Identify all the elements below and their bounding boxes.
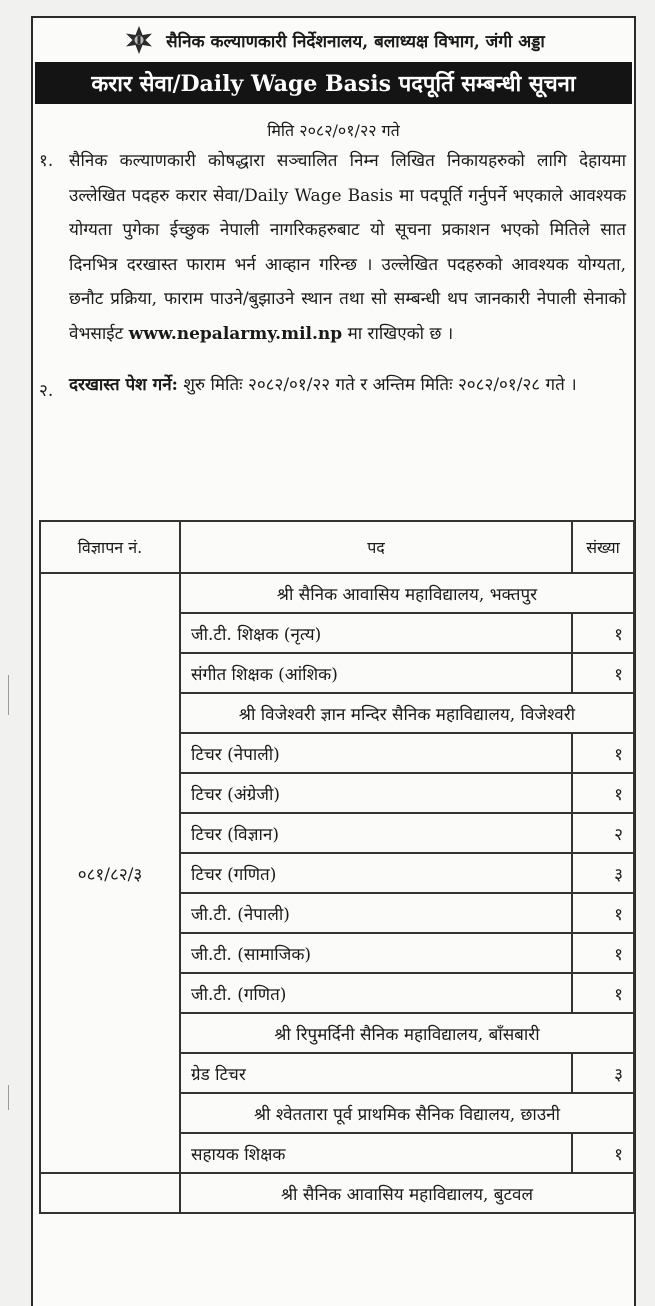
table-row [40,1173,634,1213]
website-link[interactable]: www.nepalarmy.mil.np [128,323,343,344]
post-title: टिचर (गणित) [180,853,572,893]
institution-row: श्री श्वेततारा पूर्व प्राथमिक सैनिक विद्यालय, छाउनी [180,1093,634,1133]
post-title: जी.टी. शिक्षक (नृत्य) [180,613,572,653]
paragraph-number: १. [39,151,54,171]
post-count: १ [572,773,634,813]
post-count: १ [572,653,634,693]
post-count: ३ [572,1053,634,1093]
table-row [40,573,634,613]
post-title: सहायक शिक्षक [180,1133,572,1173]
page-edge-line [8,1085,9,1110]
post-count: १ [572,733,634,773]
posts-table [39,520,635,1214]
organization-name: सैनिक कल्याणकारी निर्देशनालय, बलाध्यक्ष विभाग, जंगी अड्डा [166,31,545,52]
post-title: ग्रेड टिचर [180,1053,572,1093]
notice [31,16,636,1306]
institution-row: श्री विजेश्वरी ज्ञान मन्दिर सैनिक महाविद्यालय, विजेश्वरी [180,693,634,733]
paragraph-1 [69,144,626,351]
post-title: जी.टी. (गणित) [180,973,572,1013]
post-count: १ [572,933,634,973]
org-header [33,18,634,62]
notice-date: मिति २०८२/०१/२२ गते [267,121,400,140]
paragraph-number: २. [39,381,54,401]
post-count: १ [572,1133,634,1173]
post-title: संगीत शिक्षक (आंशिक) [180,653,572,693]
paragraph-suffix: मा राखिएको छ । [347,323,454,344]
application-label: दरखास्त पेश गर्ने: [69,375,178,395]
paragraph-2 [69,368,626,403]
post-count: २ [572,813,634,853]
post-count: १ [572,893,634,933]
post-count: ३ [572,853,634,893]
post-title: टिचर (अंग्रेजी) [180,773,572,813]
post-title: जी.टी. (सामाजिक) [180,933,572,973]
institution-row: श्री सैनिक आवासिय महाविद्यालय, भक्तपुर [180,573,634,613]
page-edge-line [8,675,9,715]
paragraph-text: शुरु मितिः २०८२/०१/२२ गते र अन्तिम मितिः २०८२/०१/२८ गते । [183,375,577,395]
institution-row: श्री रिपुमर्दिनी सैनिक महाविद्यालय, बाँसबारी [180,1013,634,1053]
post-count: १ [572,613,634,653]
ad-number-cell: ०८१/८२/३ [40,573,180,1173]
post-count: १ [572,973,634,1013]
ad-number-cell [40,1173,180,1213]
notice-title: करार सेवा/Daily Wage Basis पदपूर्ति सम्बन्धी सूचना [35,62,632,104]
army-emblem-icon [122,25,156,55]
post-title: टिचर (विज्ञान) [180,813,572,853]
institution-row: श्री सैनिक आवासिय महाविद्यालय, बुटवल [180,1173,634,1213]
column-header-count: संख्या [572,521,634,573]
post-title: जी.टी. (नेपाली) [180,893,572,933]
table-header-row [40,521,634,573]
paragraph-text: सैनिक कल्याणकारी कोषद्धारा सञ्चालित निम्न लिखित निकायहरुको लागि देहायमा उल्लेखित पदहरु करार सेवा/Daily Wage Basis मा पदपूर्ति गर्नुपर्ने भएकाले आवश्यक योग्यता पुगेका ईच्छुक नेपाली नागरिकहरुबाट यो सूचना प्रकाशन भएको मितिले सात दिनभित्र दरखास्त फाराम भर्न आव्हान गरिन्छ । उल्लेखित पदहरुको आवश्यक योग्यता, छनौट प्रक्रिया, फाराम पाउने/बुझाउने स्थान तथा सो सम्बन्धी थप जानकारी नेपाली सेनाको वेभसाईट [69,151,626,344]
column-header-ad-number: विज्ञापन नं. [40,521,180,573]
column-header-post: पद [180,521,572,573]
post-title: टिचर (नेपाली) [180,733,572,773]
